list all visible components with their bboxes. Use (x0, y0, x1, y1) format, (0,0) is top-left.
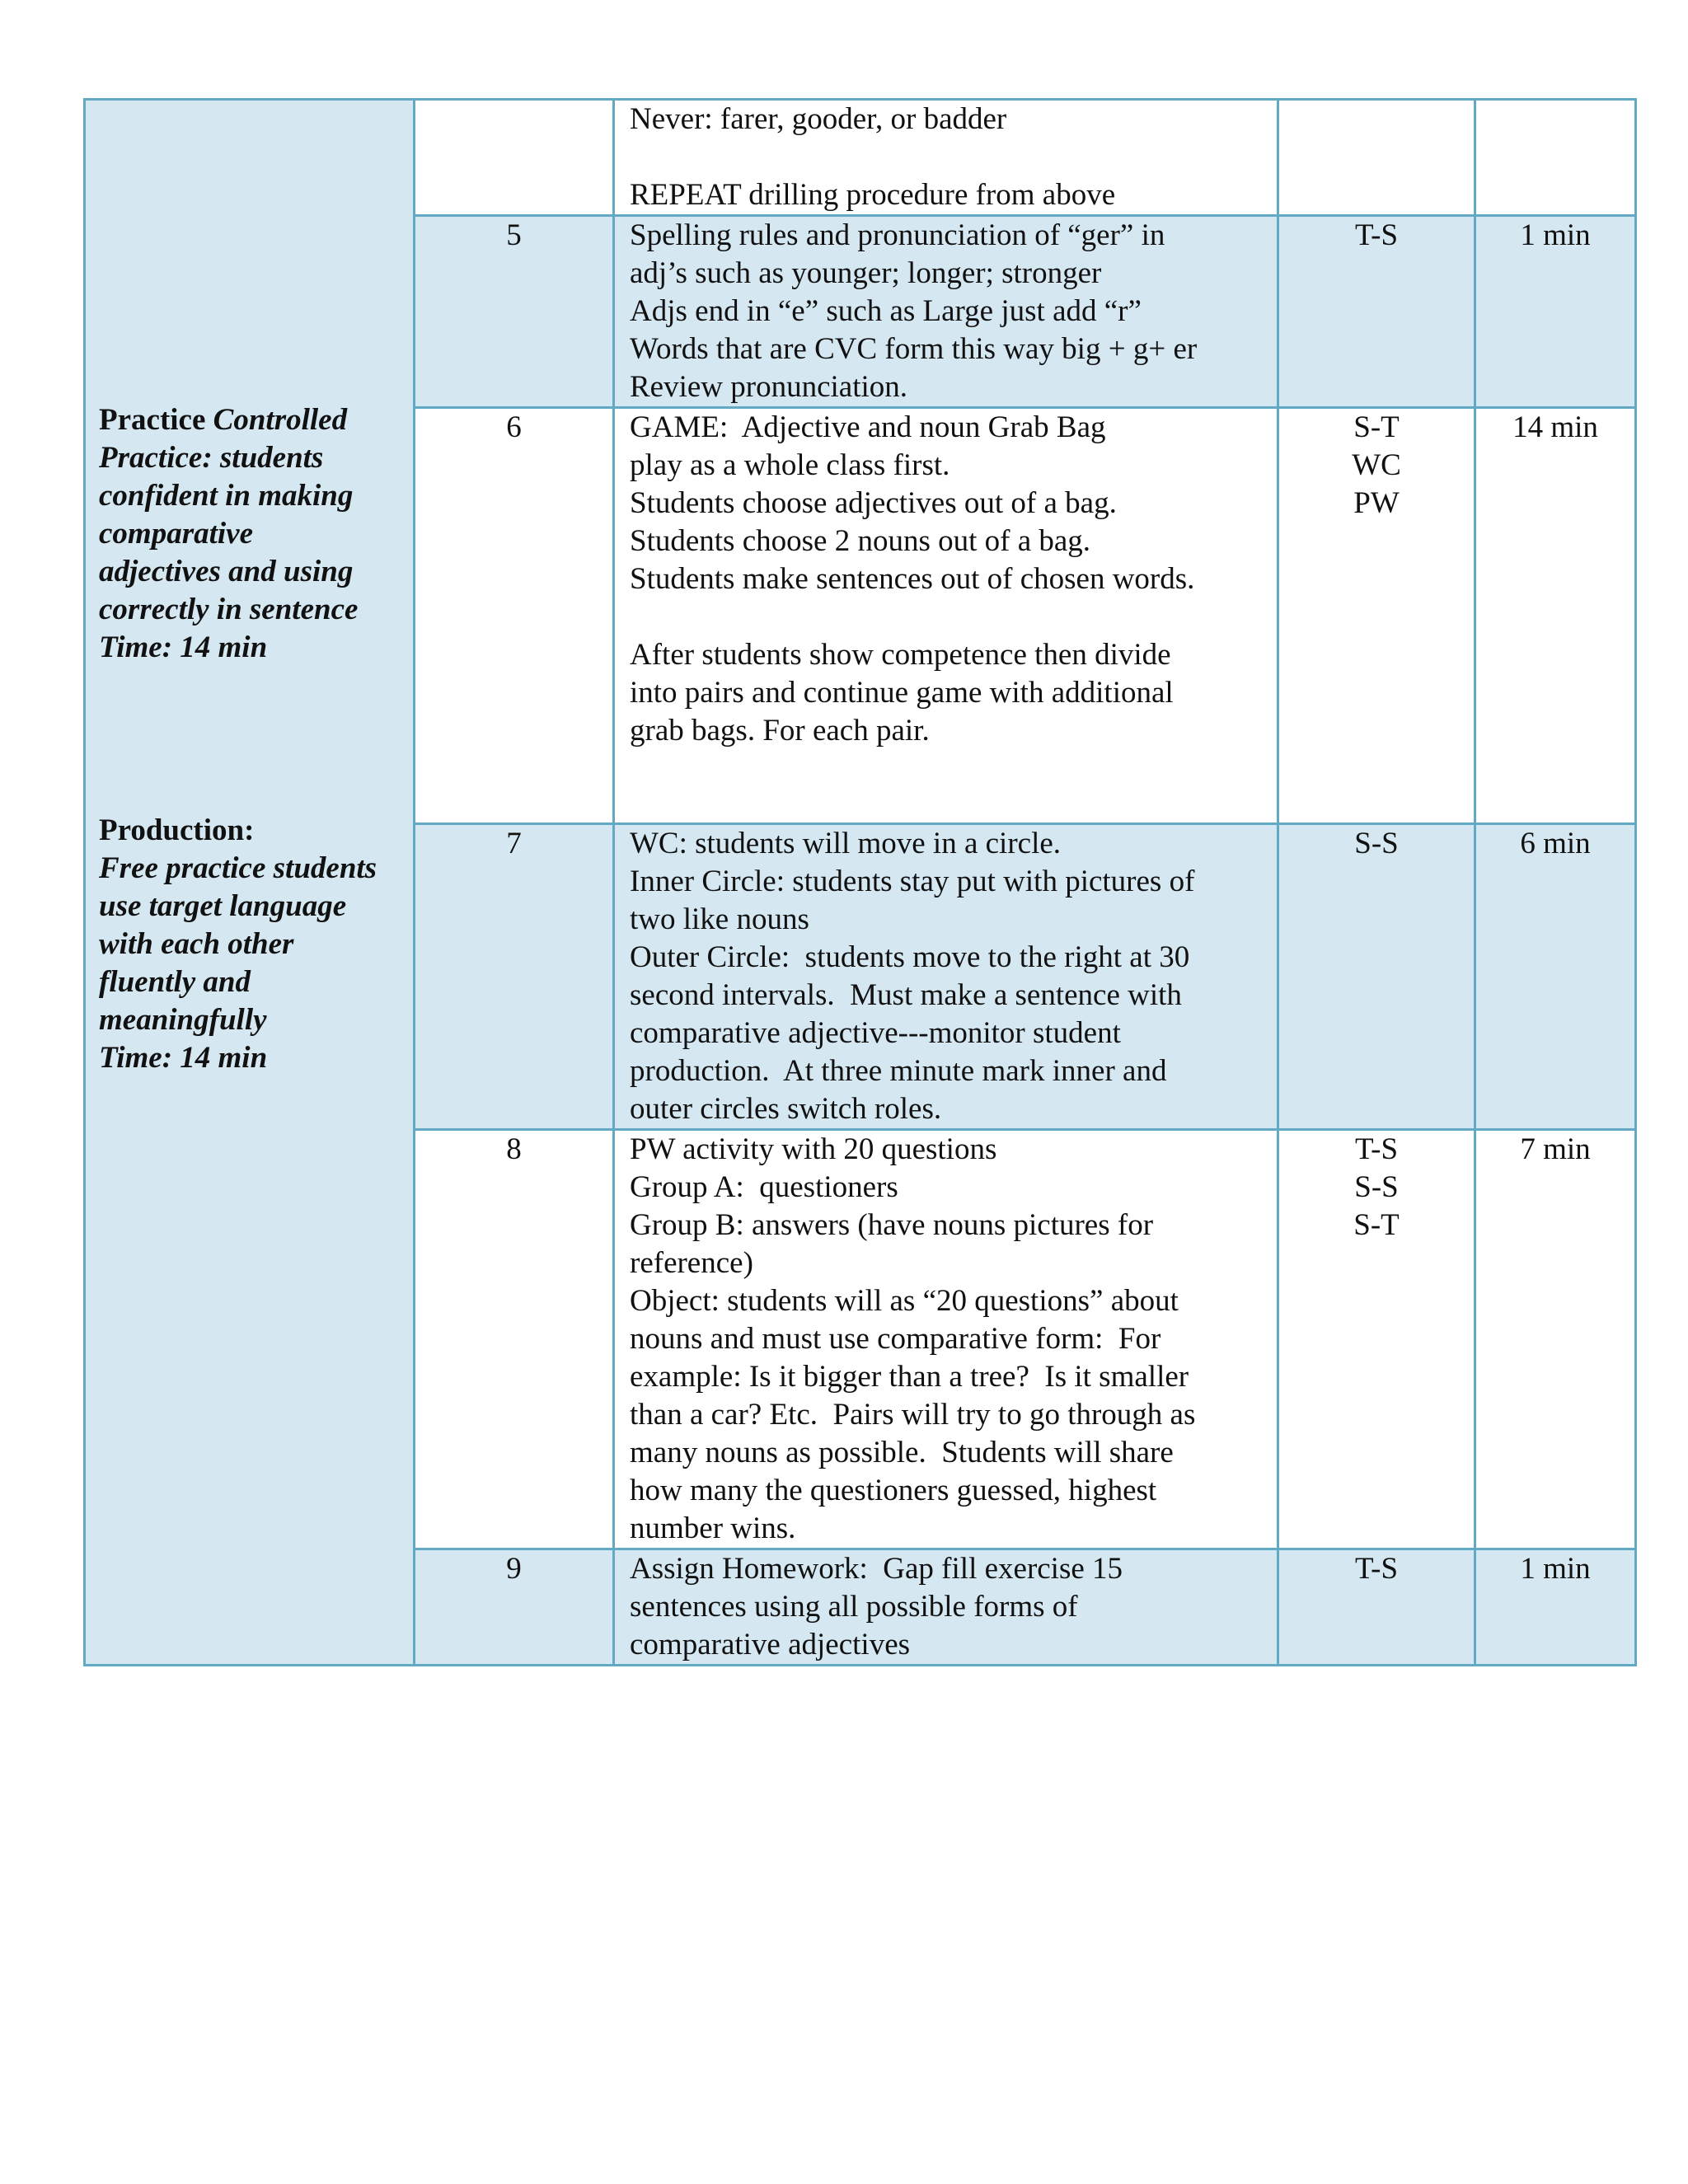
step-number: 7 (506, 827, 522, 860)
step-number: 9 (506, 1552, 522, 1586)
procedure-line: Group B: answers (have nouns pictures for (630, 1208, 1154, 1242)
time-value: 1 min (1520, 1552, 1591, 1586)
time-cell (1475, 1130, 1636, 1549)
interaction-value: WC (1352, 448, 1401, 482)
procedure-line: grab bags. For each pair. (630, 714, 930, 748)
procedure-line: Students choose adjectives out of a bag. (630, 486, 1117, 520)
interaction-value: S-T (1353, 410, 1400, 444)
stage-practice-line: correctly in sentence (99, 593, 359, 626)
step-number-cell (415, 216, 614, 408)
procedure-line: Adjs end in “e” such as Large just add “r” (630, 294, 1142, 328)
interaction-value: PW (1353, 486, 1400, 520)
procedure-line: Words that are CVC form this way big + g+ er (630, 332, 1198, 366)
stage-production-line: Free practice students (99, 851, 377, 885)
interaction-value: T-S (1354, 218, 1399, 252)
procedure-line: many nouns as possible. Students will share (630, 1436, 1174, 1469)
interaction-value: S-S (1354, 1170, 1399, 1204)
procedure-line: production. At three minute mark inner and (630, 1054, 1167, 1088)
step-number-cell (415, 408, 614, 824)
procedure-line: how many the questioners guessed, highest (630, 1474, 1157, 1507)
procedure-line: Object: students will as “20 questions” about (630, 1284, 1179, 1318)
step-number: 8 (506, 1132, 522, 1166)
procedure-line: Students make sentences out of chosen words. (630, 562, 1195, 596)
procedure-line (630, 138, 1268, 176)
procedure-line: reference) (630, 1246, 753, 1280)
time-cell (1475, 100, 1636, 216)
time-value: 14 min (1512, 410, 1598, 444)
procedure-line: Group A: questioners (630, 1170, 898, 1204)
stage-production-line: with each other (99, 927, 294, 961)
step-number-cell (415, 100, 614, 216)
interaction-value: T-S (1354, 1132, 1399, 1166)
stage-practice-line: confident in making (99, 479, 354, 513)
procedure-line: After students show competence then divide (630, 638, 1171, 672)
stage-practice-line: Practice: students (99, 441, 324, 475)
procedure-cell (614, 408, 1278, 824)
stage-practice-label: Practice (99, 403, 206, 437)
stage-practice-line: Controlled (213, 403, 348, 437)
interaction-cell (1278, 1130, 1475, 1549)
procedure-line: than a car? Etc. Pairs will try to go through as (630, 1398, 1196, 1432)
time-value: 6 min (1520, 827, 1591, 860)
procedure-line: two like nouns (630, 902, 809, 936)
procedure-line: REPEAT drilling procedure from above (630, 178, 1116, 212)
procedure-cell (614, 216, 1278, 408)
procedure-line: comparative adjective---monitor student (630, 1016, 1121, 1050)
procedure-line: Inner Circle: students stay put with pictures of (630, 865, 1195, 898)
lesson-plan-table (83, 98, 1637, 1666)
procedure-line: outer circles switch roles. (630, 1092, 942, 1126)
table-row (85, 100, 1636, 216)
time-cell (1475, 824, 1636, 1130)
procedure-line: number wins. (630, 1511, 796, 1545)
procedure-line: Outer Circle: students move to the right at 30 (630, 940, 1190, 974)
stage-production (99, 812, 405, 1077)
time-cell (1475, 408, 1636, 824)
stage-production-line: meaningfully (99, 1003, 267, 1037)
stage-production-label: Production: (99, 813, 255, 847)
procedure-line: nouns and must use comparative form: For (630, 1322, 1161, 1356)
time-value: 1 min (1520, 218, 1591, 252)
interaction-cell (1278, 824, 1475, 1130)
time-cell (1475, 216, 1636, 408)
procedure-line: PW activity with 20 questions (630, 1132, 997, 1166)
interaction-cell (1278, 216, 1475, 408)
stage-practice-line: comparative (99, 517, 254, 551)
time-cell (1475, 1549, 1636, 1666)
step-number-cell (415, 1130, 614, 1549)
interaction-value: S-T (1353, 1208, 1400, 1242)
time-value: 7 min (1520, 1132, 1591, 1166)
procedure-line (630, 598, 1268, 636)
procedure-cell (614, 1549, 1278, 1666)
procedure-cell (614, 824, 1278, 1130)
procedure-line: example: Is it bigger than a tree? Is it smaller (630, 1360, 1189, 1394)
stage-practice-line: adjectives and using (99, 555, 354, 588)
procedure-line: Students choose 2 nouns out of a bag. (630, 524, 1091, 558)
interaction-cell (1278, 408, 1475, 824)
procedure-line: Spelling rules and pronunciation of “ger” in (630, 218, 1165, 252)
procedure-line: Review pronunciation. (630, 370, 908, 404)
procedure-line: Assign Homework: Gap fill exercise 15 (630, 1552, 1123, 1586)
procedure-line: WC: students will move in a circle. (630, 827, 1062, 860)
stage-practice-line: Time: 14 min (99, 630, 268, 664)
stage-production-line: use target language (99, 889, 347, 923)
procedure-line: into pairs and continue game with additional (630, 676, 1174, 710)
step-number: 5 (506, 218, 522, 252)
procedure-cell (614, 1130, 1278, 1549)
procedure-line: adj’s such as younger; longer; stronger (630, 256, 1102, 290)
step-number-cell (415, 824, 614, 1130)
stage-production-line: Time: 14 min (99, 1041, 268, 1075)
step-number-cell (415, 1549, 614, 1666)
interaction-value: S-S (1354, 827, 1399, 860)
procedure-line: second intervals. Must make a sentence with (630, 978, 1182, 1012)
procedure-line: GAME: Adjective and noun Grab Bag (630, 410, 1106, 444)
interaction-value: T-S (1354, 1552, 1399, 1586)
procedure-cell (614, 100, 1278, 216)
procedure-line: Never: farer, gooder, or badder (630, 102, 1007, 136)
interaction-cell (1278, 1549, 1475, 1666)
step-number: 6 (506, 410, 522, 444)
stage-practice (99, 401, 405, 667)
procedure-line: play as a whole class first. (630, 448, 950, 482)
stage-column (85, 100, 415, 1666)
procedure-line: comparative adjectives (630, 1628, 911, 1661)
procedure-line: sentences using all possible forms of (630, 1590, 1078, 1624)
interaction-cell (1278, 100, 1475, 216)
stage-production-line: fluently and (99, 965, 251, 999)
